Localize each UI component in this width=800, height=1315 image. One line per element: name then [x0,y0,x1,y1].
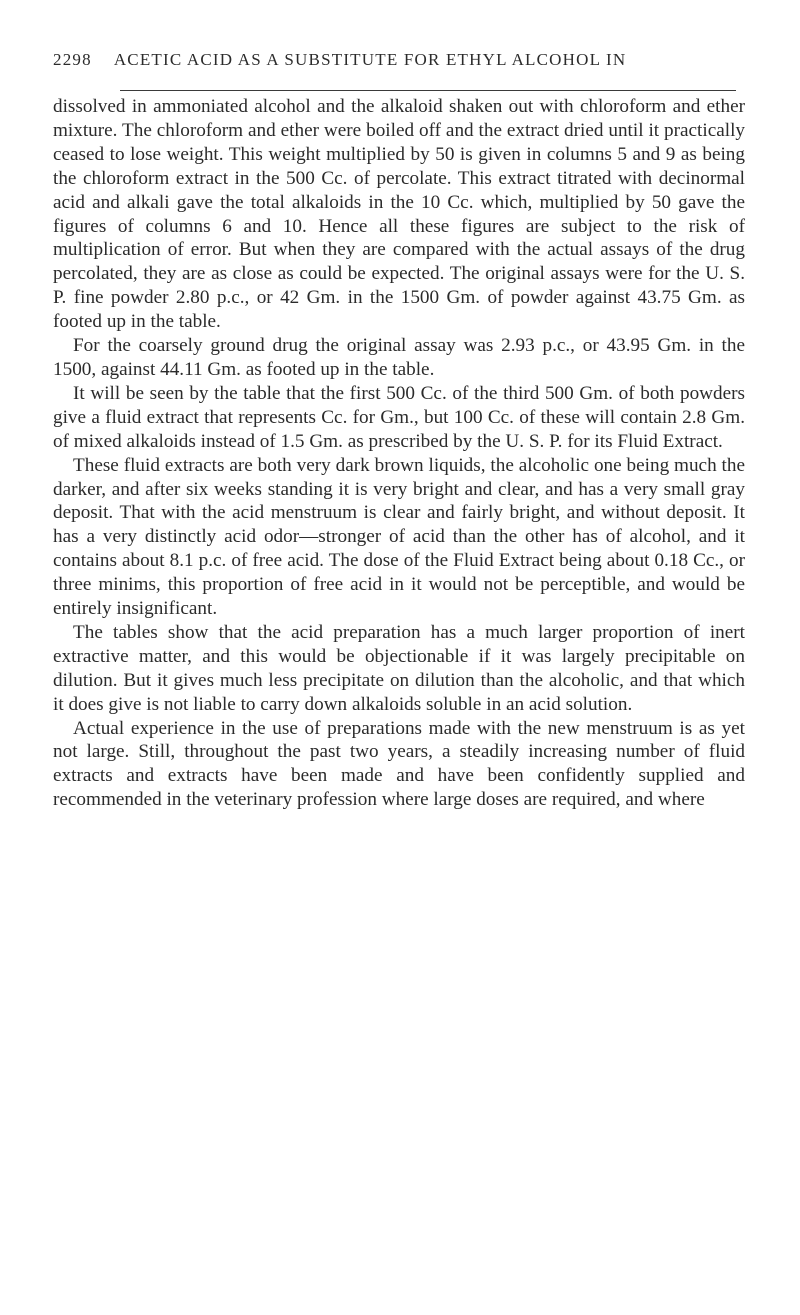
body-text [53,95,745,812]
paragraph: It will be seen by the table that the first 500 Cc. of the third 500 Gm. of both powders give a fluid extract that represents Cc. for Gm., but 100 Cc. of these will contain 2.8 Gm. of mixed alkaloids instead of 1.5 Gm. as prescribed by the U. S. P. for its Fluid Extract. [53,382,745,452]
paragraph-continued: dissolved in ammoniated alcohol and the alkaloid shaken out with chloroform and ether mixture. The chloroform and ether were boiled off and the extract dried until it practically ceased to lose weight. This weight multiplied by 50 is given in columns 5 and 9 as being the chloroform extract in the 500 Cc. of percolate. This extract titrated with decinormal acid and alkali gave the total alkaloids in the 10 Cc. which, multiplied by 50 gave the figures of columns 6 and 10. Hence all these figures are subject to the risk of multiplication of error. But when they are compared with the actual assays of the drug percolated, they are as close as could be expected. The original assays were for the U. S. P. fine powder 2.80 p.c., or 42 Gm. in the 1500 Gm. of powder against 43.75 Gm. as footed up in the table. [53,96,745,333]
paragraph: For the coarsely ground drug the original assay was 2.93 p.c., or 43.95 Gm. in the 1500, against 44.11 Gm. as footed up in the table. [53,335,745,380]
paragraph: Actual experience in the use of preparations made with the new menstruum is as yet not large. Still, throughout the past two years, a steadily increasing number of fluid extracts and extracts have been made and have been confidently supplied and recommended in the veterinary profession where large doses are required, and where [53,717,745,811]
paragraph: The tables show that the acid preparation has a much larger proportion of inert extractive matter, and this would be objectionable if it was largely precipitable on dilution. But it gives much less precipitate on dilution than the alcoholic, and that which it does give is not liable to carry down alkaloids soluble in an acid solution. [53,621,745,715]
page-number: 2298 [53,50,92,69]
running-title: ACETIC ACID AS A SUBSTITUTE FOR ETHYL ALCOHOL IN [113,50,627,69]
paragraph: These fluid extracts are both very dark brown liquids, the alcoholic one being much the darker, and after six weeks standing it is very bright and clear, and has a very small gray deposit. That with the acid menstruum is clear and fairly bright, and without deposit. It has a very distinctly acid odor—stronger of acid than the other has of alcohol, and it contains about 8.1 p.c. of free acid. The dose of the Fluid Extract being about 0.18 Cc., or three minims, this proportion of free acid in it would not be perceptible, and would be entirely insignificant. [53,454,745,620]
header-rule [120,90,736,91]
running-header [53,50,743,80]
